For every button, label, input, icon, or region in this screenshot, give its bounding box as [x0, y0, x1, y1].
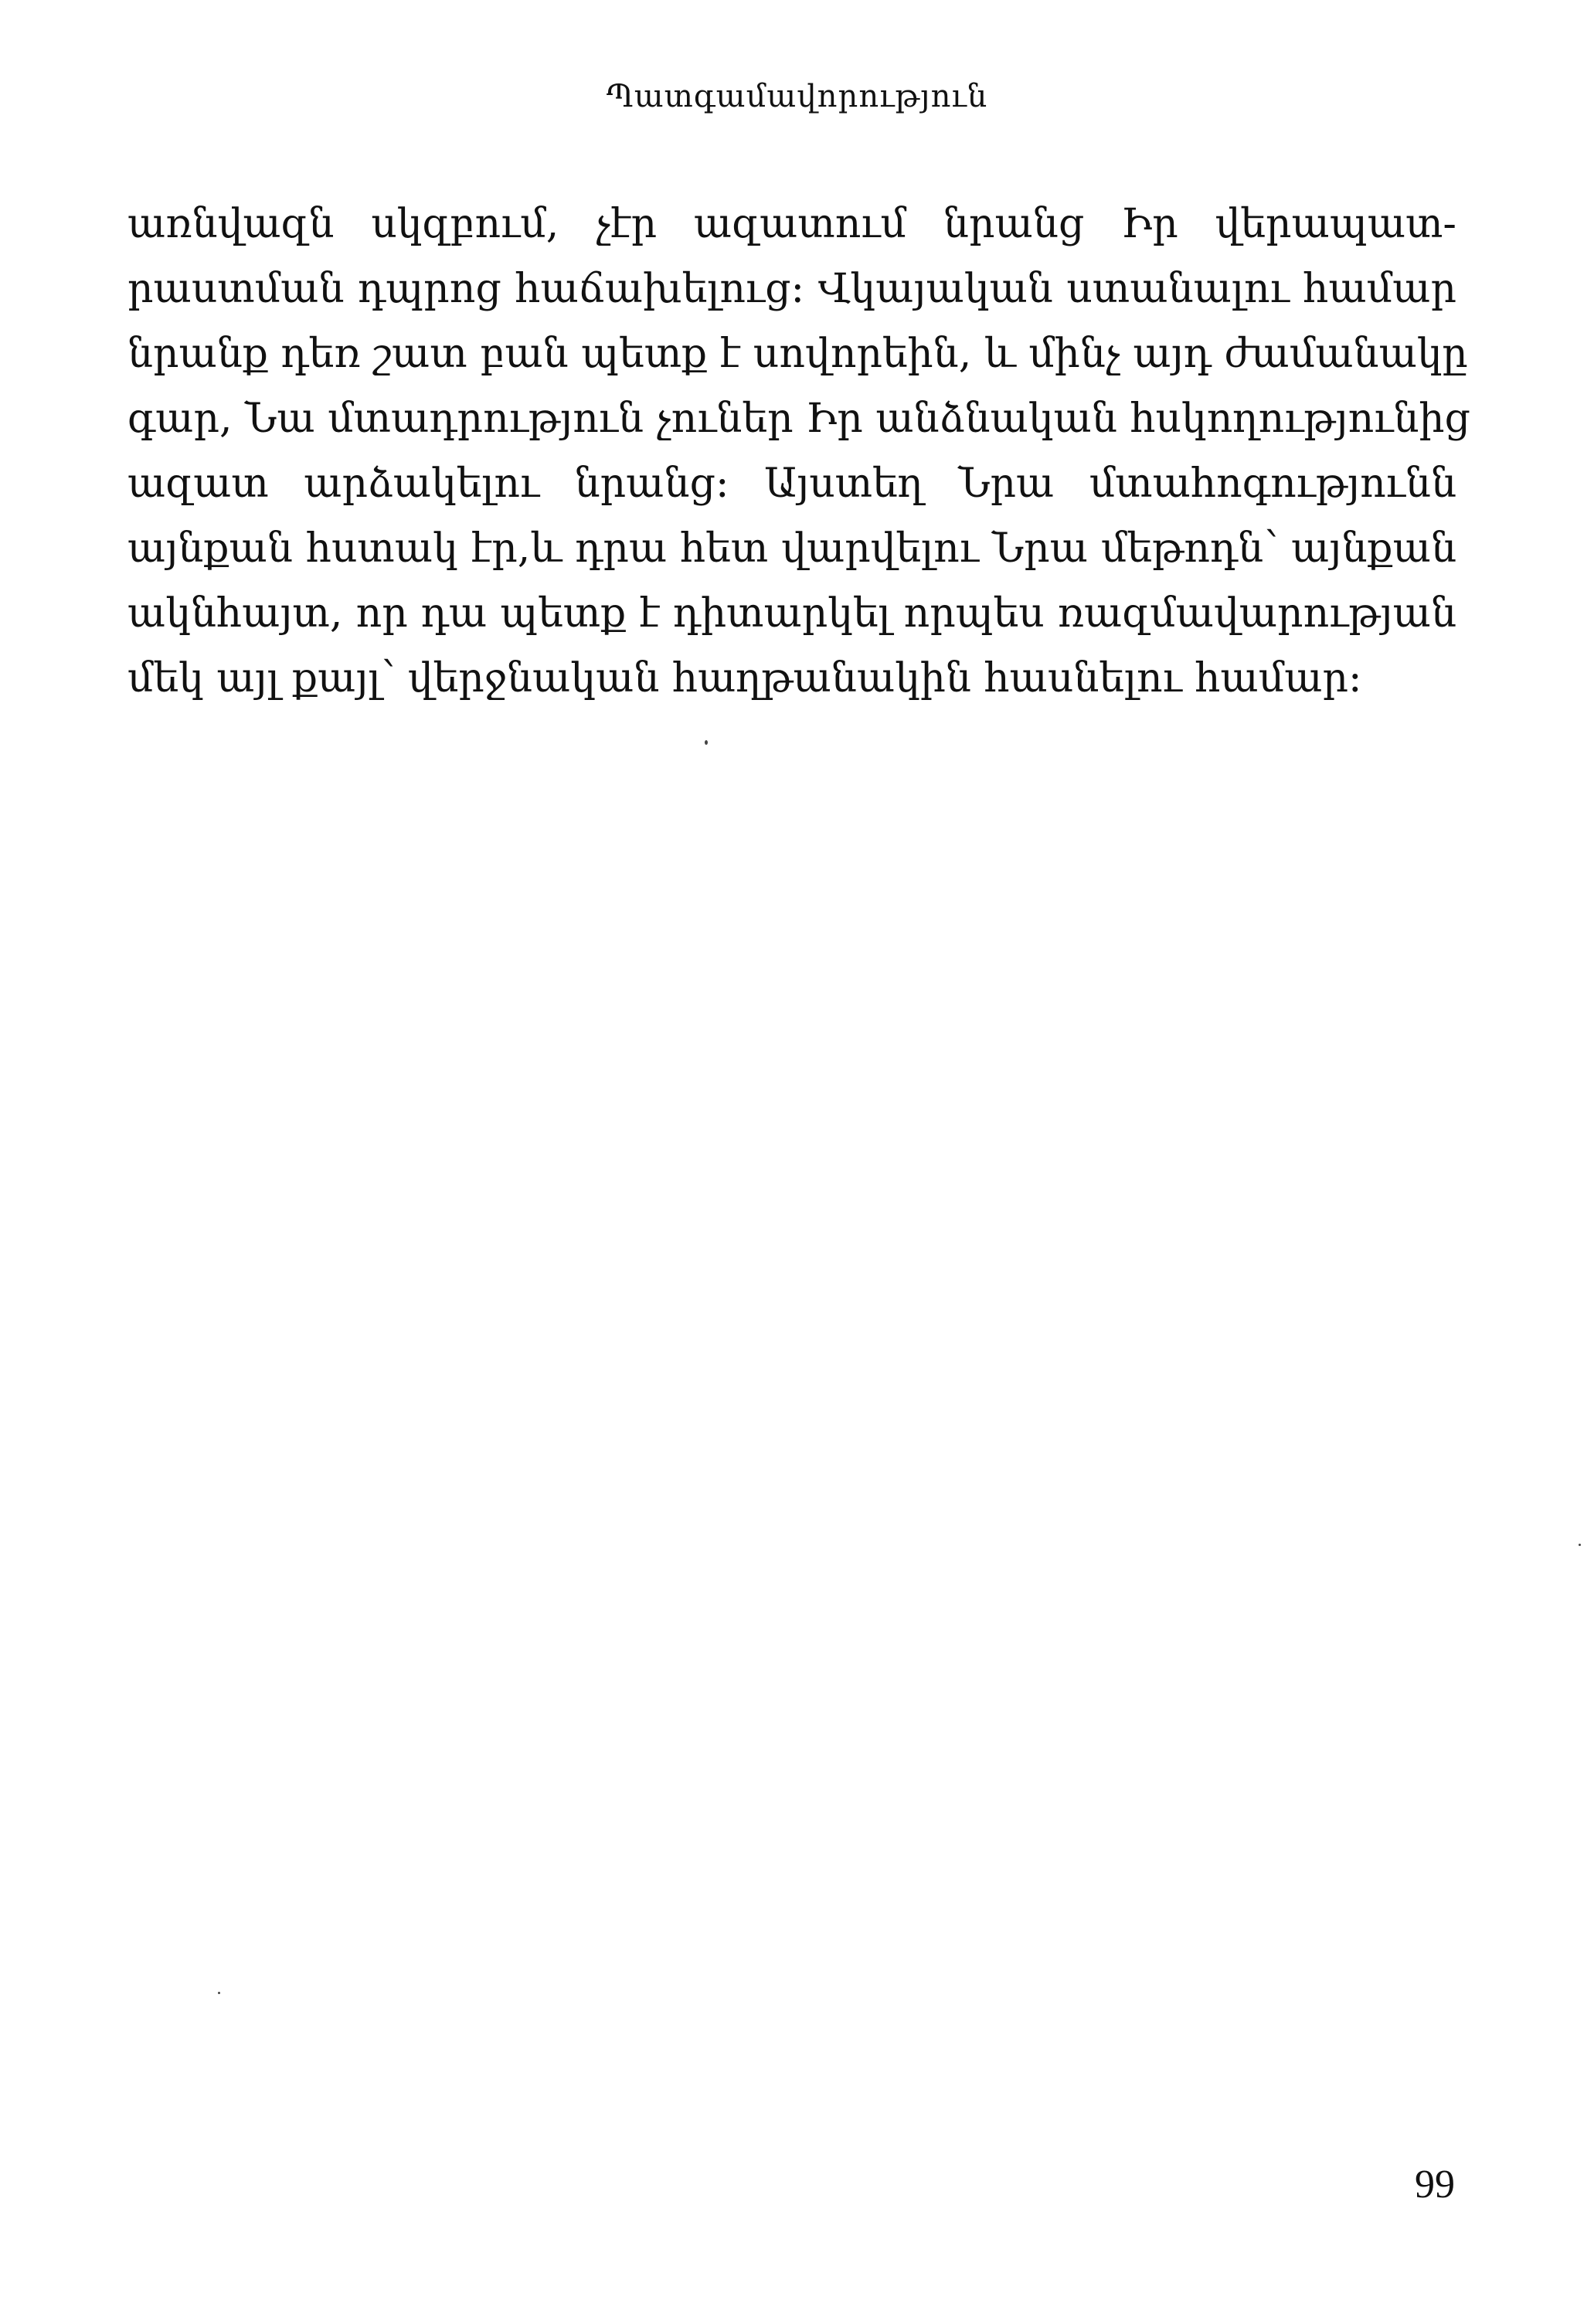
text-line: առնվազն սկզբում, չէր ազատում նրանց Իր վերապատ- [127, 201, 1456, 247]
text-line: մեկ այլ քայլ՝ վերջնական հաղթանակին հասնելու համար։ [127, 655, 1362, 702]
body-paragraph [127, 192, 1470, 711]
running-header: Պատգամավորություն [606, 79, 988, 114]
text-line: ակնհայտ, որ դա պետք է դիտարկել որպես ռազմավարության [127, 590, 1456, 637]
page-number: 99 [1415, 2163, 1455, 2207]
scan-speck [1579, 1544, 1581, 1546]
text-line: ազատ արձակելու նրանց։ Այստեղ Նրա մտահոգությունն [127, 460, 1456, 507]
text-line: այնքան հստակ էր,և դրա հետ վարվելու Նրա մեթոդն՝ այնքան [127, 525, 1456, 572]
text-line: րաստման դպրոց հաճախելուց։ Վկայական ստանալու համար [127, 266, 1456, 312]
scan-speck [705, 740, 708, 745]
scan-speck [218, 1992, 220, 1994]
text-line: նրանք դեռ շատ բան պետք է սովորեին, և մինչ այդ ժամանակը [127, 331, 1468, 377]
text-line: գար, Նա մտադրություն չուներ Իր անձնական հսկողությունից [127, 396, 1470, 442]
